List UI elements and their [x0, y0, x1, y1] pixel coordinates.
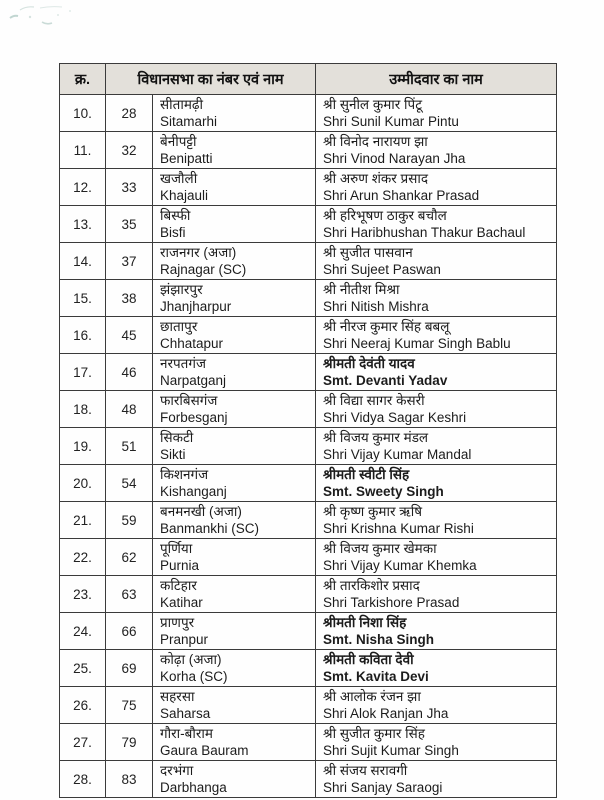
constituency-number: 28	[121, 105, 137, 121]
constituency-cell	[153, 354, 316, 391]
constituency-number: 62	[121, 549, 137, 565]
candidate-name-hindi: श्री आलोक रंजन झा	[323, 689, 421, 704]
candidate-name-hindi: श्री सुनील कुमार पिंटू	[323, 97, 423, 112]
serial-number: 28.	[73, 771, 92, 787]
serial-cell	[60, 169, 106, 206]
candidate-name-hindi: श्री हरिभूषण ठाकुर बचौल	[323, 208, 447, 223]
constituency-name-hindi: खजौली	[160, 171, 198, 186]
candidate-name-hindi: श्रीमती निशा सिंह	[323, 615, 407, 630]
table-row	[60, 354, 557, 391]
number-cell	[106, 576, 153, 613]
serial-cell	[60, 206, 106, 243]
candidate-cell	[316, 354, 557, 391]
candidate-name-english: Shri Sujit Kumar Singh	[323, 743, 459, 758]
table-row	[60, 539, 557, 576]
serial-number: 12.	[73, 179, 92, 195]
table-header	[60, 64, 557, 95]
candidate-name-english: Shri Haribhushan Thakur Bachaul	[323, 225, 526, 240]
candidate-name-hindi: श्रीमती देवंती यादव	[323, 356, 415, 371]
constituency-name-english: Kishanganj	[160, 484, 227, 499]
constituency-cell	[153, 502, 316, 539]
constituency-name-hindi: गौरा-बौराम	[160, 726, 213, 741]
constituency-cell	[153, 650, 316, 687]
constituency-name-hindi: झंझारपुर	[160, 282, 203, 297]
serial-cell	[60, 724, 106, 761]
table-row	[60, 502, 557, 539]
serial-cell	[60, 132, 106, 169]
number-cell	[106, 354, 153, 391]
candidate-cell	[316, 576, 557, 613]
constituency-name-hindi: किशनगंज	[160, 467, 209, 482]
table-row	[60, 465, 557, 502]
constituency-name-hindi: दरभंगा	[160, 763, 194, 778]
constituency-name-hindi: सीतामढ़ी	[160, 97, 203, 112]
constituency-cell	[153, 280, 316, 317]
serial-number: 16.	[73, 327, 92, 343]
constituency-name-hindi: बेनीपट्टी	[160, 134, 197, 149]
serial-number: 11.	[73, 142, 92, 158]
serial-cell	[60, 650, 106, 687]
number-cell	[106, 317, 153, 354]
serial-cell	[60, 613, 106, 650]
serial-cell	[60, 243, 106, 280]
constituency-name-english: Pranpur	[160, 632, 209, 647]
candidate-cell	[316, 687, 557, 724]
candidate-cell	[316, 724, 557, 761]
serial-number: 27.	[73, 734, 92, 750]
number-cell	[106, 613, 153, 650]
table-row	[60, 613, 557, 650]
candidate-name-hindi: श्री विनोद नारायण झा	[323, 134, 428, 149]
table-row	[60, 391, 557, 428]
candidate-name-english: Shri Alok Ranjan Jha	[323, 706, 449, 721]
table-row	[60, 317, 557, 354]
serial-number: 21.	[73, 512, 92, 528]
candidate-name-hindi: श्री संजय सरावगी	[323, 763, 408, 778]
number-cell	[106, 650, 153, 687]
candidate-name-english: Shri Sujeet Paswan	[323, 262, 441, 277]
candidate-name-english: Shri Tarkishore Prasad	[323, 595, 460, 610]
candidate-name-english: Shri Vinod Narayan Jha	[323, 151, 466, 166]
candidate-cell	[316, 95, 557, 132]
number-cell	[106, 539, 153, 576]
number-cell	[106, 391, 153, 428]
header-constituency: विधानसभा का नंबर एवं नाम	[106, 64, 316, 95]
candidate-name-english: Shri Sunil Kumar Pintu	[323, 114, 459, 129]
table-row	[60, 132, 557, 169]
candidate-name-english: Shri Neeraj Kumar Singh Bablu	[323, 336, 511, 351]
constituency-cell	[153, 243, 316, 280]
candidate-cell	[316, 169, 557, 206]
candidate-cell	[316, 539, 557, 576]
number-cell	[106, 280, 153, 317]
constituency-name-hindi: सहरसा	[160, 689, 195, 704]
serial-number: 20.	[73, 475, 92, 491]
candidate-name-hindi: श्री विजय कुमार खेमका	[323, 541, 437, 556]
constituency-name-english: Purnia	[160, 558, 200, 573]
candidate-cell	[316, 132, 557, 169]
serial-number: 18.	[73, 401, 92, 417]
number-cell	[106, 132, 153, 169]
constituency-name-english: Banmankhi (SC)	[160, 521, 260, 536]
constituency-name-hindi: राजनगर (अजा)	[160, 245, 237, 260]
table-row	[60, 206, 557, 243]
candidate-cell	[316, 465, 557, 502]
candidate-cell	[316, 613, 557, 650]
constituency-name-english: Gaura Bauram	[160, 743, 249, 758]
serial-number: 24.	[73, 623, 92, 639]
constituency-cell	[153, 687, 316, 724]
constituency-name-english: Rajnagar (SC)	[160, 262, 247, 277]
candidate-name-hindi: श्रीमती कविता देवी	[323, 652, 414, 667]
candidate-name-hindi: श्री अरुण शंकर प्रसाद	[323, 171, 429, 186]
constituency-name-english: Chhatapur	[160, 336, 224, 351]
table-body	[60, 95, 557, 798]
constituency-number: 45	[121, 327, 137, 343]
number-cell	[106, 502, 153, 539]
constituency-number: 48	[121, 401, 137, 417]
header-candidate: उम्मीदवार का नाम	[316, 64, 557, 95]
number-cell	[106, 465, 153, 502]
candidate-name-english: Shri Arun Shankar Prasad	[323, 188, 480, 203]
constituency-cell	[153, 206, 316, 243]
number-cell	[106, 428, 153, 465]
constituency-cell	[153, 317, 316, 354]
constituency-cell	[153, 132, 316, 169]
candidate-name-hindi: श्री सुजीत कुमार सिंह	[323, 726, 425, 741]
constituency-name-hindi: कटिहार	[160, 578, 197, 593]
candidate-name-hindi: श्री तारकिशोर प्रसाद	[323, 578, 420, 593]
header-row	[60, 64, 557, 95]
candidate-cell	[316, 428, 557, 465]
constituency-name-hindi: नरपतगंज	[160, 356, 206, 371]
constituency-name-hindi: छातापुर	[160, 319, 198, 334]
candidate-name-english: Smt. Kavita Devi	[323, 669, 429, 684]
serial-number: 13.	[73, 216, 92, 232]
constituency-cell	[153, 95, 316, 132]
candidate-name-hindi: श्री कृष्ण कुमार ऋषि	[323, 504, 423, 519]
constituency-name-english: Jhanjharpur	[160, 299, 232, 314]
constituency-number: 37	[121, 253, 137, 269]
constituency-name-hindi: कोढ़ा (अजा)	[160, 652, 222, 667]
candidate-name-english: Shri Vijay Kumar Mandal	[323, 447, 472, 462]
candidate-name-english: Shri Vijay Kumar Khemka	[323, 558, 477, 573]
candidate-cell	[316, 650, 557, 687]
constituency-name-english: Saharsa	[160, 706, 211, 721]
constituency-number: 32	[121, 142, 137, 158]
serial-cell	[60, 95, 106, 132]
constituency-name-english: Katihar	[160, 595, 203, 610]
table-row	[60, 95, 557, 132]
serial-cell	[60, 280, 106, 317]
candidate-cell	[316, 280, 557, 317]
constituency-cell	[153, 613, 316, 650]
constituency-cell	[153, 539, 316, 576]
constituency-number: 75	[121, 697, 137, 713]
number-cell	[106, 687, 153, 724]
serial-number: 26.	[73, 697, 92, 713]
candidate-cell	[316, 761, 557, 798]
serial-cell	[60, 465, 106, 502]
serial-cell	[60, 317, 106, 354]
scan-artifact-mark	[6, 2, 92, 34]
constituency-number: 35	[121, 216, 137, 232]
serial-number: 10.	[73, 105, 92, 121]
table-row	[60, 428, 557, 465]
candidate-name-hindi: श्री सुजीत पासवान	[323, 245, 413, 260]
serial-number: 23.	[73, 586, 92, 602]
number-cell	[106, 724, 153, 761]
number-cell	[106, 206, 153, 243]
candidate-name-hindi: श्री विजय कुमार मंडल	[323, 430, 429, 445]
constituency-cell	[153, 724, 316, 761]
constituency-name-english: Korha (SC)	[160, 669, 228, 684]
constituency-number: 33	[121, 179, 137, 195]
table-row	[60, 243, 557, 280]
constituency-name-hindi: प्राणपुर	[160, 615, 195, 630]
serial-cell	[60, 354, 106, 391]
constituency-name-english: Forbesganj	[160, 410, 228, 425]
constituency-name-hindi: सिकटी	[160, 430, 194, 445]
table-row	[60, 576, 557, 613]
serial-number: 25.	[73, 660, 92, 676]
constituency-cell	[153, 391, 316, 428]
constituency-name-hindi: पूर्णिया	[160, 541, 193, 556]
table-row	[60, 650, 557, 687]
candidate-name-hindi: श्री विद्या सागर केसरी	[323, 393, 425, 408]
constituency-name-english: Sikti	[160, 447, 186, 462]
constituency-number: 63	[121, 586, 137, 602]
constituency-name-hindi: फारबिसगंज	[160, 393, 218, 408]
constituency-name-hindi: बिस्फी	[160, 208, 191, 223]
candidate-name-english: Shri Nitish Mishra	[323, 299, 429, 314]
constituency-number: 59	[121, 512, 137, 528]
serial-cell	[60, 539, 106, 576]
number-cell	[106, 169, 153, 206]
candidate-cell	[316, 502, 557, 539]
candidate-name-english: Smt. Sweety Singh	[323, 484, 444, 499]
serial-cell	[60, 502, 106, 539]
constituency-name-english: Benipatti	[160, 151, 213, 166]
candidate-cell	[316, 243, 557, 280]
constituency-number: 69	[121, 660, 137, 676]
serial-number: 17.	[73, 364, 92, 380]
constituency-name-english: Narpatganj	[160, 373, 227, 388]
candidate-name-english: Smt. Nisha Singh	[323, 632, 435, 647]
constituency-number: 79	[121, 734, 137, 750]
candidate-name-hindi: श्री नीतीश मिश्रा	[323, 282, 400, 297]
constituency-name-english: Khajauli	[160, 188, 209, 203]
candidate-name-english: Shri Krishna Kumar Rishi	[323, 521, 474, 536]
constituency-name-english: Bisfi	[160, 225, 186, 240]
constituency-number: 54	[121, 475, 137, 491]
candidate-cell	[316, 206, 557, 243]
constituency-cell	[153, 169, 316, 206]
constituency-number: 46	[121, 364, 137, 380]
constituency-name-english: Darbhanga	[160, 780, 227, 795]
number-cell	[106, 95, 153, 132]
constituency-name-hindi: बनमनखी (अजा)	[160, 504, 242, 519]
constituency-number: 38	[121, 290, 137, 306]
constituency-name-english: Sitamarhi	[160, 114, 218, 129]
constituency-cell	[153, 576, 316, 613]
constituency-number: 83	[121, 771, 137, 787]
candidate-name-english: Smt. Devanti Yadav	[323, 373, 448, 388]
serial-cell	[60, 576, 106, 613]
table-row	[60, 169, 557, 206]
candidate-name-english: Shri Vidya Sagar Keshri	[323, 410, 467, 425]
serial-cell	[60, 761, 106, 798]
candidate-cell	[316, 317, 557, 354]
table-row	[60, 687, 557, 724]
candidate-name-hindi: श्री नीरज कुमार सिंह बबलू	[323, 319, 450, 334]
table-row	[60, 724, 557, 761]
candidate-name-english: Shri Sanjay Saraogi	[323, 780, 443, 795]
serial-number: 19.	[73, 438, 92, 454]
number-cell	[106, 243, 153, 280]
constituency-cell	[153, 465, 316, 502]
serial-number: 15.	[73, 290, 92, 306]
candidate-table	[59, 63, 557, 798]
table-row	[60, 761, 557, 798]
serial-number: 22.	[73, 549, 92, 565]
constituency-number: 51	[121, 438, 137, 454]
candidate-cell	[316, 391, 557, 428]
serial-number: 14.	[73, 253, 92, 269]
constituency-number: 66	[121, 623, 137, 639]
serial-cell	[60, 391, 106, 428]
number-cell	[106, 761, 153, 798]
constituency-cell	[153, 761, 316, 798]
candidate-name-hindi: श्रीमती स्वीटी सिंह	[323, 467, 410, 482]
header-serial: क्र.	[60, 64, 106, 95]
table-row	[60, 280, 557, 317]
serial-cell	[60, 428, 106, 465]
serial-cell	[60, 687, 106, 724]
constituency-cell	[153, 428, 316, 465]
